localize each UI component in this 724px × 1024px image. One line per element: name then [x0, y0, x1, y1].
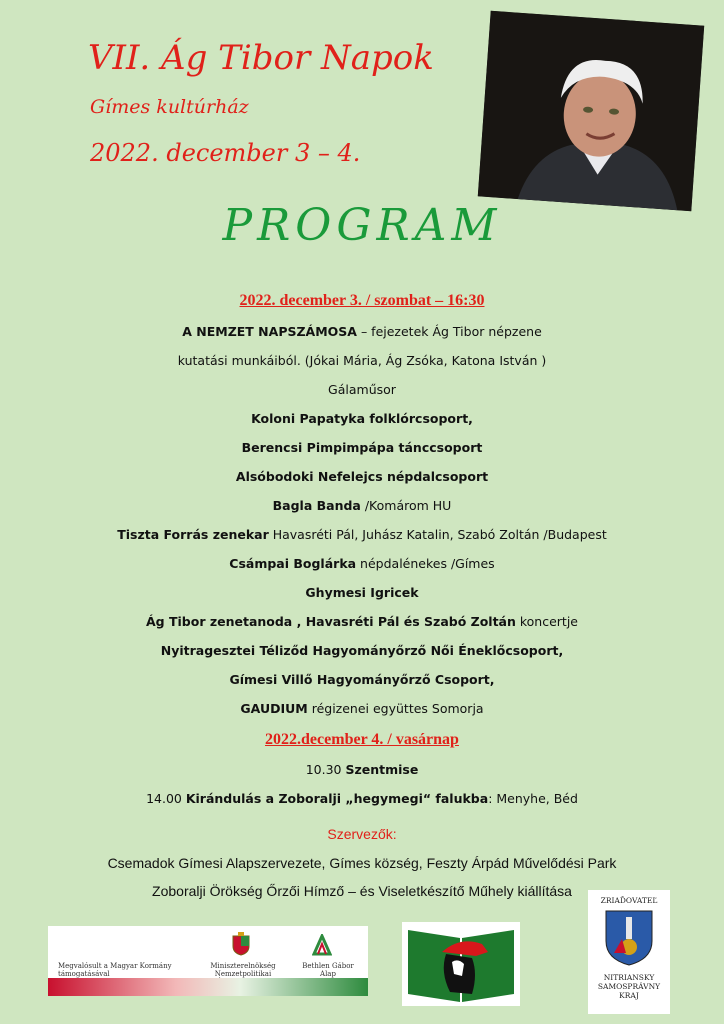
region-name: NITRIANSKY SAMOSPRÁVNY KRAJ [597, 973, 661, 1000]
nitra-region-logo [588, 890, 670, 1014]
organizers-line: Zoboralji Örökség Őrzői Hímző – és Viseletkészítő Műhely kiállítása [152, 883, 572, 899]
line-text: Havasréti Pál, Juhász Katalin, Szabó Zoltán /Budapest [268, 527, 607, 542]
line-bold: A NEMZET NAPSZÁMOSA [182, 324, 357, 339]
day2-heading: 2022.december 4. / vasárnap [265, 731, 459, 748]
line-bold: Bagla Banda [272, 498, 361, 513]
organizers-title: Szervezők: [327, 826, 397, 842]
program-line [0, 614, 724, 629]
line-text: koncertje [515, 614, 578, 629]
line-bold: Tiszta Forrás zenekar [117, 527, 269, 542]
event-venue: Gímes kultúrház [90, 96, 249, 118]
line-time: 10.30 [305, 762, 346, 777]
event-date: 2022. december 3 – 4. [90, 139, 361, 167]
line-bold: GAUDIUM [240, 701, 308, 716]
line-bold: Szentmise [345, 762, 419, 777]
event-title: VII. Ág Tibor Napok [88, 38, 434, 78]
line-time: 14.00 [146, 791, 186, 806]
program-line: Berencsi Pimpimpápa tánccsoport [241, 440, 483, 455]
line-text: /Komárom HU [360, 498, 452, 513]
program-heading: PROGRAM [222, 200, 502, 251]
program-line [0, 791, 724, 806]
portrait-photo [478, 11, 704, 211]
program-line [0, 527, 724, 542]
line-bold: Csámpai Boglárka [229, 556, 357, 571]
region-shield-icon [604, 909, 654, 967]
sponsor-text-3: Bethlen Gábor Alap [302, 962, 354, 978]
day1-heading: 2022. december 3. / szombat – 16:30 [239, 292, 485, 309]
line-text: régizenei együttes Somorja [307, 701, 484, 716]
program-line [0, 701, 724, 716]
program-line [0, 324, 724, 339]
program-line [0, 498, 724, 513]
program-line: Nyitragesztei Téliződ Hagyományőrző Női Éneklőcsoport, [160, 643, 564, 658]
program-line: Alsóbodoki Nefelejcs népdalcsoport [235, 469, 489, 484]
line-text: – fejezetek Ág Tibor népzene [356, 324, 542, 339]
region-top-label: ZRIAĎOVATEĽ [600, 896, 658, 905]
program-line: Ghymesi Igricek [305, 585, 419, 600]
sponsor-logo [48, 926, 368, 996]
sponsor-text-2: Miniszterelnökség Nemzetpolitikai [210, 962, 276, 978]
bethlen-logo-icon [312, 934, 332, 956]
line-text: népdalénekes /Gímes [356, 556, 495, 571]
line-text: : Menyhe, Béd [488, 791, 578, 806]
line-bold: Ág Tibor zenetanoda , Havasréti Pál és Szabó Zoltán [146, 614, 516, 629]
line-bold: Kirándulás a Zoboralji „hegymegi“ falukba [185, 791, 489, 806]
program-line: Koloni Papatyka folklórcsoport, [251, 411, 473, 426]
csemadok-logo [402, 922, 520, 1006]
organizers-line: Csemadok Gímesi Alapszervezete, Gímes község, Feszty Árpád Művelődési Park [107, 855, 617, 871]
sponsor-text-1: Megvalósult a Magyar Kormány támogatásával [58, 962, 172, 978]
coat-of-arms-icon [232, 932, 250, 956]
program-line: Gálaműsor [328, 382, 396, 397]
tricolor-stripe [48, 978, 368, 996]
program-line: kutatási munkáiból. (Jókai Mária, Ág Zsóka, Katona István ) [177, 353, 547, 368]
program-line: Gímesi Villő Hagyományőrző Csoport, [229, 672, 495, 687]
program-line [0, 556, 724, 571]
program-line [0, 762, 724, 777]
